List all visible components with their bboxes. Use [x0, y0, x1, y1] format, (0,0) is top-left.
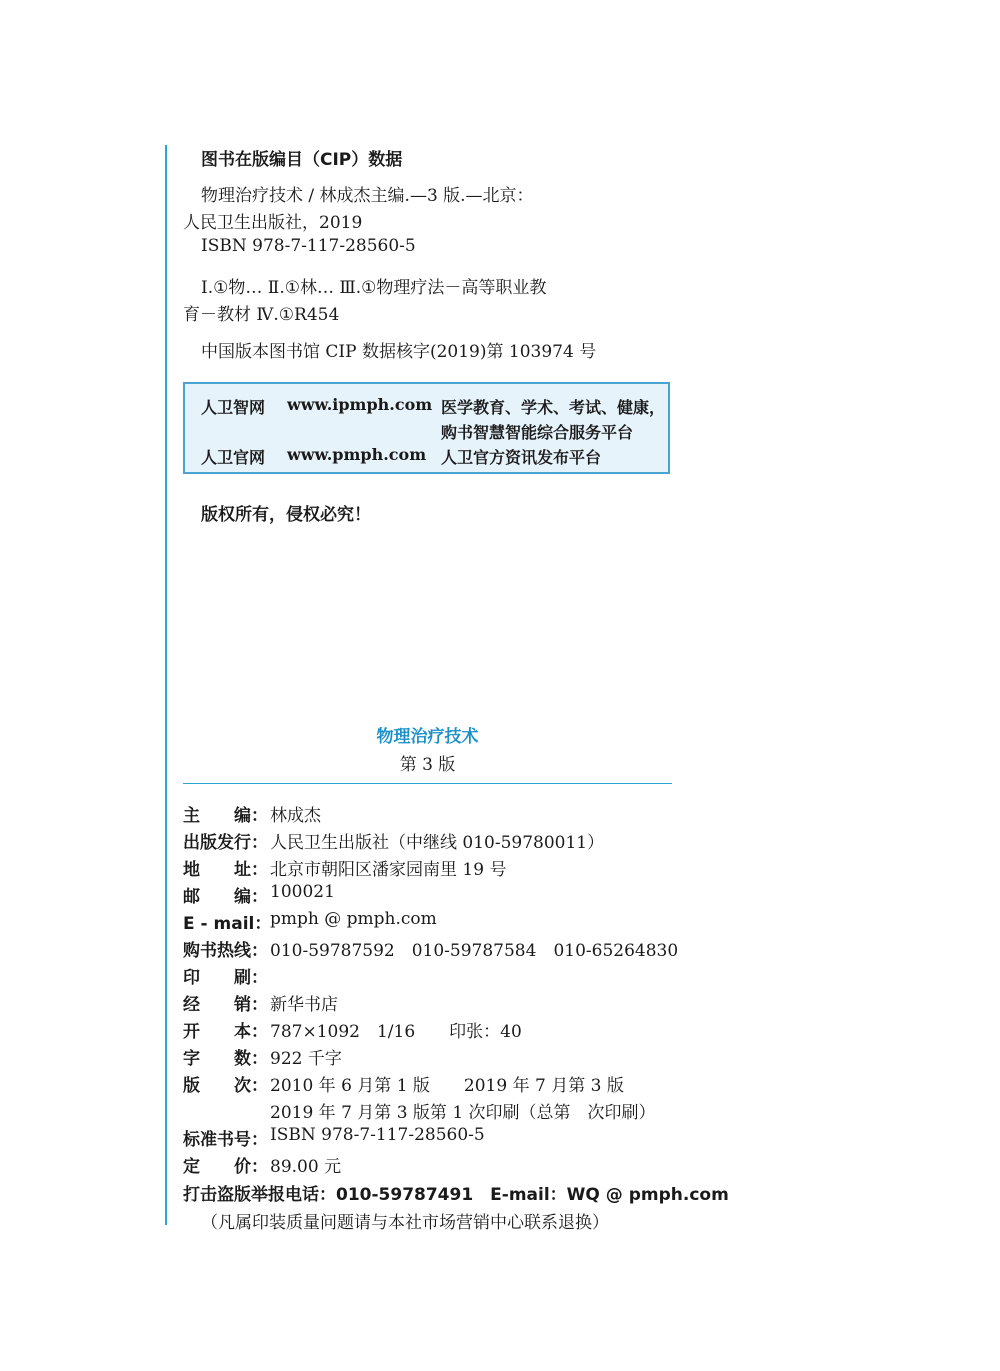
detail-label: 印 刷： [183, 968, 268, 988]
divider [183, 783, 672, 784]
detail-value: 林成杰 [270, 806, 321, 826]
detail-value: 2019 年 7 月第 3 版第 1 次印刷（总第 次印刷） [270, 1103, 656, 1123]
detail-value: 北京市朝阳区潘家园南里 19 号 [270, 860, 507, 880]
site-name-1: 人卫智网 [201, 398, 266, 417]
piracy-hotline: 打击盗版举报电话：010-59787491 E-mail：WQ @ pmph.com [183, 1185, 729, 1205]
site-name-2: 人卫官网 [201, 448, 266, 467]
site-url-2: www.pmph.com [287, 445, 427, 464]
detail-label: E - mail： [183, 914, 272, 934]
site-desc-2: 人卫官方资讯发布平台 [441, 448, 602, 467]
detail-value: 922 千字 [270, 1049, 342, 1069]
detail-label: 邮 编： [183, 887, 268, 907]
site-url-1: www.ipmph.com [287, 395, 433, 414]
detail-label: 定 价： [183, 1157, 268, 1177]
detail-value: 787×1092 1/16 印张：40 [270, 1022, 522, 1042]
cip-record: 中国版本图书馆 CIP 数据核字(2019)第 103974 号 [201, 342, 597, 362]
cip-line-2: 人民卫生出版社，2019 [183, 213, 363, 233]
detail-value: ISBN 978-7-117-28560-5 [270, 1125, 485, 1145]
detail-label: 版 次： [183, 1076, 268, 1096]
detail-value: 010-59787592 010-59787584 010-65264830 [270, 941, 679, 961]
margin-rule [165, 145, 167, 1225]
site-desc-1b: 购书智慧智能综合服务平台 [441, 423, 634, 442]
detail-label: 经 销： [183, 995, 268, 1015]
detail-label: 地 址： [183, 860, 268, 880]
detail-value: 新华书店 [270, 995, 338, 1015]
cip-class-2: 育－教材 Ⅳ.①R454 [183, 305, 340, 325]
detail-label: 字 数： [183, 1049, 268, 1069]
detail-label: 购书热线： [183, 941, 268, 961]
cip-isbn: ISBN 978-7-117-28560-5 [201, 236, 416, 256]
quality-notice: （凡属印装质量问题请与本社市场营销中心联系退换） [201, 1213, 609, 1233]
detail-label: 开 本： [183, 1022, 268, 1042]
detail-value: 人民卫生出版社（中继线 010-59780011） [270, 833, 605, 853]
website-box [183, 382, 670, 474]
book-title: 物理治疗技术 [376, 727, 479, 747]
detail-label: 出版发行： [183, 833, 268, 853]
detail-value: pmph @ pmph.com [270, 909, 437, 929]
detail-value: 89.00 元 [270, 1157, 342, 1177]
cip-title: 图书在版编目（CIP）数据 [201, 150, 403, 170]
copyright-notice: 版权所有，侵权必究！ [201, 505, 371, 525]
detail-label: 主 编： [183, 806, 268, 826]
detail-label: 标准书号： [183, 1130, 268, 1150]
cip-class-1: Ⅰ.①物… Ⅱ.①林… Ⅲ.①物理疗法－高等职业教 [201, 278, 547, 298]
detail-value: 2010 年 6 月第 1 版 2019 年 7 月第 3 版 [270, 1076, 624, 1096]
cip-line-1: 物理治疗技术 / 林成杰主编.—3 版.—北京： [201, 186, 534, 206]
detail-value: 100021 [270, 882, 335, 902]
site-desc-1a: 医学教育、学术、考试、健康， [441, 398, 666, 417]
book-edition: 第 3 版 [399, 755, 456, 775]
